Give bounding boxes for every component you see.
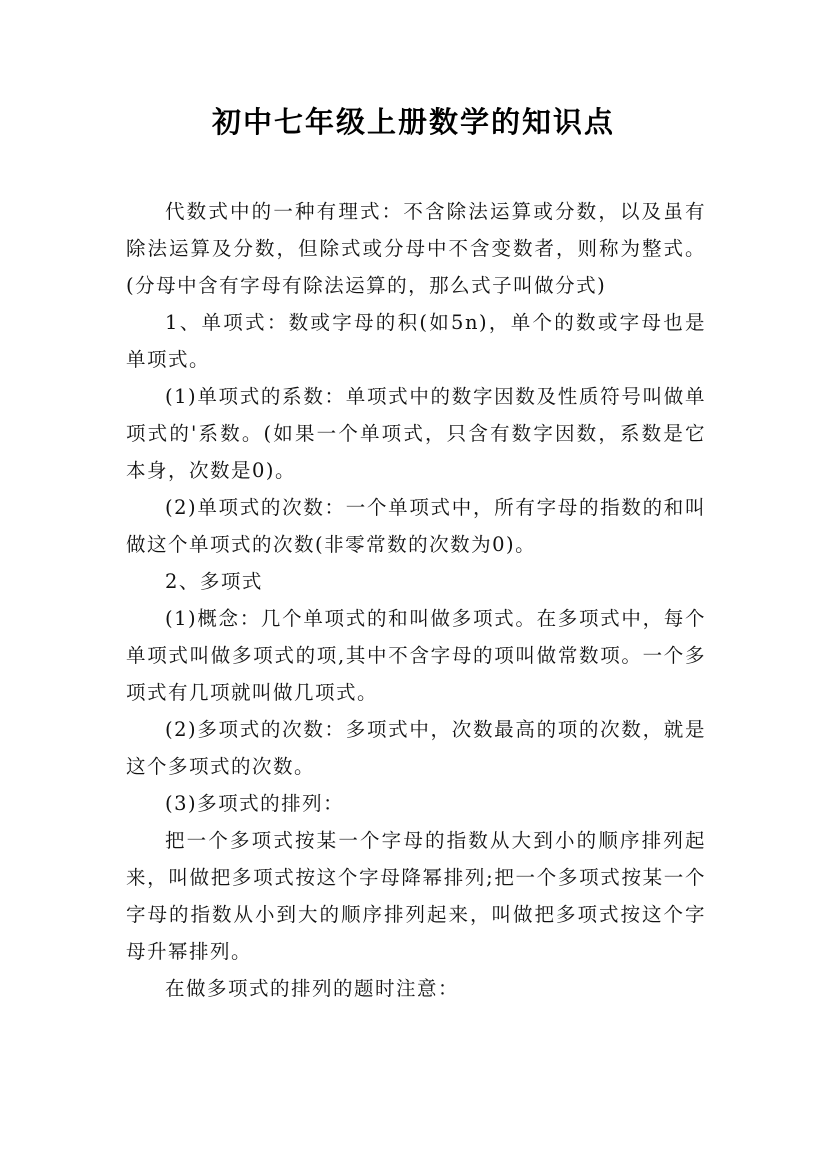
paragraph-polynomial-arrangement: (3)多项式的排列： bbox=[165, 792, 345, 815]
document-body bbox=[126, 193, 706, 1007]
paragraph-intro: 代数式中的一种有理式：不含除法运算或分数，以及虽有除法运算及分数，但除式或分母中不含变数者，则称为整式。(分母中含有字母有除法运算的，那么式子叫做分式) bbox=[126, 200, 706, 297]
paragraph-monomial: 1、单项式：数或字母的积(如5n)，单个的数或字母也是单项式。 bbox=[126, 311, 706, 371]
paragraph-monomial-coefficient: (1)单项式的系数：单项式中的数字因数及性质符号叫做单项式的'系数。(如果一个单项式，只含有数字因数，系数是它本身，次数是0)。 bbox=[126, 385, 706, 482]
paragraph-arrangement-notes: 在做多项式的排列的题时注意： bbox=[165, 977, 460, 1000]
paragraph-polynomial-degree: (2)多项式的次数：多项式中，次数最高的项的次数，就是这个多项式的次数。 bbox=[126, 718, 706, 778]
paragraph-arrangement-rule: 把一个多项式按某一个字母的指数从大到小的顺序排列起来，叫做把多项式按这个字母降幂排列;把一个多项式按某一个字母的指数从小到大的顺序排列起来，叫做把多项式按这个字母升幂排列。 bbox=[126, 829, 706, 963]
document-title: 初中七年级上册数学的知识点 bbox=[211, 105, 615, 139]
paragraph-polynomial-concept: (1)概念：几个单项式的和叫做多项式。在多项式中，每个单项式叫做多项式的项,其中不含字母的项叫做常数项。一个多项式有几项就叫做几项式。 bbox=[126, 607, 706, 704]
paragraph-monomial-degree: (2)单项式的次数：一个单项式中，所有字母的指数的和叫做这个单项式的次数(非零常数的次数为0)。 bbox=[126, 496, 706, 556]
paragraph-polynomial-heading: 2、多项式 bbox=[165, 570, 263, 593]
